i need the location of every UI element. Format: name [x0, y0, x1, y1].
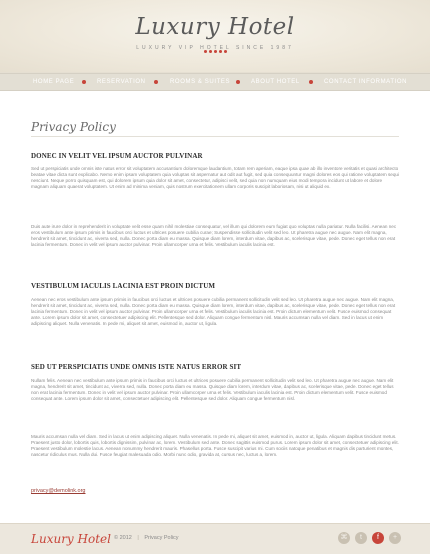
plus-icon[interactable]: +: [389, 532, 401, 544]
nav-home-page[interactable]: HOME PAGE: [33, 79, 75, 85]
nav-separator-dot: [82, 80, 86, 84]
section-heading: SED UT PERSPICIATIS UNDE OMNIS ISTE NATUS ERROR SIT: [31, 363, 242, 371]
section-paragraph: Nullam felis. Aenean nec vestibulum ante ipsum primis in faucibus orci luctus et ultrices posuere cubilia permanent sollicitudin velit sed leo. Ut pharetra augue nec augue. Nam elit magna, hendrerit sit amet, tincidunt ac, viverra sed, nulla. Donec porta diam eu massa. Quisque diam lorem, interdum vitae, dapibus ac, scelerisque vitae, pede. Donec eget tellus non erat lacinia fermentum. Donec in velit vel ipsum auctor pulvinar. Proin ullamcorper urna et felis. Vestibulum iaculis lacinia est. Proin dictum elementum velit. Fusce euismod consequat ante. Lorem ipsum dolor sit amet, consectetuer adipiscing elit. Pellentesque sed dolor. Aliquam congue fermentum nisl.: [31, 378, 394, 401]
footer-meta: [114, 535, 179, 541]
site-logo[interactable]: Luxury Hotel: [135, 14, 295, 40]
footer-separator: |: [137, 535, 139, 541]
nav-about-hotel[interactable]: ABOUT HOTEL: [251, 79, 300, 85]
section-paragraph: Sed ut perspiciatis unde omnis iste natus error sit voluptatem accusantium doloremque laudantium, totam rem aperiam, eaque ipsa quae ab illo inventore veritatis et quasi architecto beatae vitae dicta sunt explicabo. Nemo enim ipsam voluptatem quia voluptas sit aspernatur aut odit aut fugit, sed quia consequuntur magni dolores eos qui ratione voluptatem sequi nesciunt. Neque porro quisquam est, qui dolorem ipsum quia dolor sit amet, consectetur, adipisci velit, sed quia non numquam eius modi tempora incidunt ut labore et dolore magnam aliquam quaerat voluptatem. Ut enim ad minima veniam, quis nostrum exercitationem ullam corporis suscipit laboriosam, nisi ut aliquid ex.: [31, 166, 399, 189]
site-footer: [0, 523, 430, 554]
nav-contact-information[interactable]: CONTACT INFORMATION: [324, 79, 408, 85]
section-paragraph: Aenean nec eros vestibulum ante ipsum primis in faucibus orci luctus et ultrices posuere cubilia permanent sollicitudin velit sed leo. Ut pharetra augue nec augue. Nam elit magna, hendrerit sit amet, tincidunt ac, viverra sed, nulla. Donec porta diam eu massa. Quisque diam lorem, interdum vitae, dapibus ac, scelerisque vitae, pede. Donec eget tellus non erat lacinia fermentum. Donec in velit vel ipsum auctor pulvinar. Proin ullamcorper urna et felis. Vestibulum iaculis lacinia est. Proin dictum elementum velit. Fusce euismod consequat ante. Lorem ipsum dolor sit amet, consectetuer adipiscing elit. Pellentesque sed dolor. Aliquam congue fermentum nisl. Mauris accumsan nulla vel diam. Sed in lacus ut enim adipiscing aliquet. Nulla venenatis. In pede mi, aliquet sit amet, euismod in, auctor ut, ligula.: [31, 297, 396, 326]
nav-reservation[interactable]: RESERVATION: [97, 79, 146, 85]
site-header: [0, 0, 430, 73]
nav-separator-dot: [154, 80, 158, 84]
nav-rooms-suites[interactable]: ROOMS & SUITES: [170, 79, 231, 85]
copyright-text: © 2012: [114, 535, 132, 541]
privacy-policy-link[interactable]: Privacy Policy: [144, 535, 179, 541]
rss-icon[interactable]: ⌘: [338, 532, 350, 544]
section-paragraph: Duis aute irure dolor in reprehenderit in voluptate velit esse quam nihil molestiae consequatur, vel illum qui dolorem eum fugiat quo voluptas nulla pariatur. Nulla facilisi. Aenean nec eros vestibulum ante ipsum primis in faucibus orci luctus et ultrices posuere cubilia curae; Suspendisse sollicitudin velit sed leo. Ut pharetra augue nec augue. Nam elit magna, hendrerit sit amet, tincidunt ac, viverra sed, nulla. Donec porta diam eu massa. Quisque diam lorem, interdum vitae, dapibus ac, scelerisque vitae, pede. Donec eget tellus non erat lacinia fermentum. Donec in velit vel ipsum auctor pulvinar. Proin ullamcorper urna et felis. Vestibulum iaculis lacinia est.: [31, 224, 397, 247]
section-paragraph: Mauris accumsan nulla vel diam. Sed in lacus ut enim adipiscing aliquet. Nulla venenatis. In pede mi, aliquet sit amet, euismod in, auctor ut, ligula. Aliquam dapibus tincidunt metus. Praesent justo dolor, lobortis quis, lobortis dignissim, pulvinar ac, lorem. Vestibulum sed ante. Donec sagittis euismod purus. Lorem ipsum dolor sit amet, consectetuer adipiscing elit. Praesent vestibulum molestie lacus. Aenean nonummy hendrerit mauris. Phasellus porta. Fusce suscipit varius mi. Cum sociis natoque penatibus et magnis dis parturient montes, nascetur ridiculus mus. Nulla dui. Fusce feugiat malesuada odio. Morbi nunc odio, gravida at, cursus nec, luctus a, lorem.: [31, 434, 399, 457]
footer-logo[interactable]: Luxury Hotel: [31, 532, 111, 546]
facebook-icon[interactable]: f: [372, 532, 384, 544]
nav-separator-dot: [309, 80, 313, 84]
section-heading: DONEC IN VELIT VEL IPSUM AUCTOR PULVINAR: [31, 152, 203, 160]
title-divider: [31, 136, 399, 137]
main-navigation: [0, 73, 430, 91]
site-tagline: LUXURY VIP HOTEL SINCE 1987: [136, 45, 294, 51]
privacy-email-link[interactable]: privacy@demolink.org: [31, 488, 86, 494]
twitter-icon[interactable]: t: [355, 532, 367, 544]
page-title: Privacy Policy: [31, 120, 116, 134]
nav-separator-dot: [236, 80, 240, 84]
section-heading: VESTIBULUM IACULIS LACINIA EST PROIN DICTUM: [31, 282, 216, 290]
